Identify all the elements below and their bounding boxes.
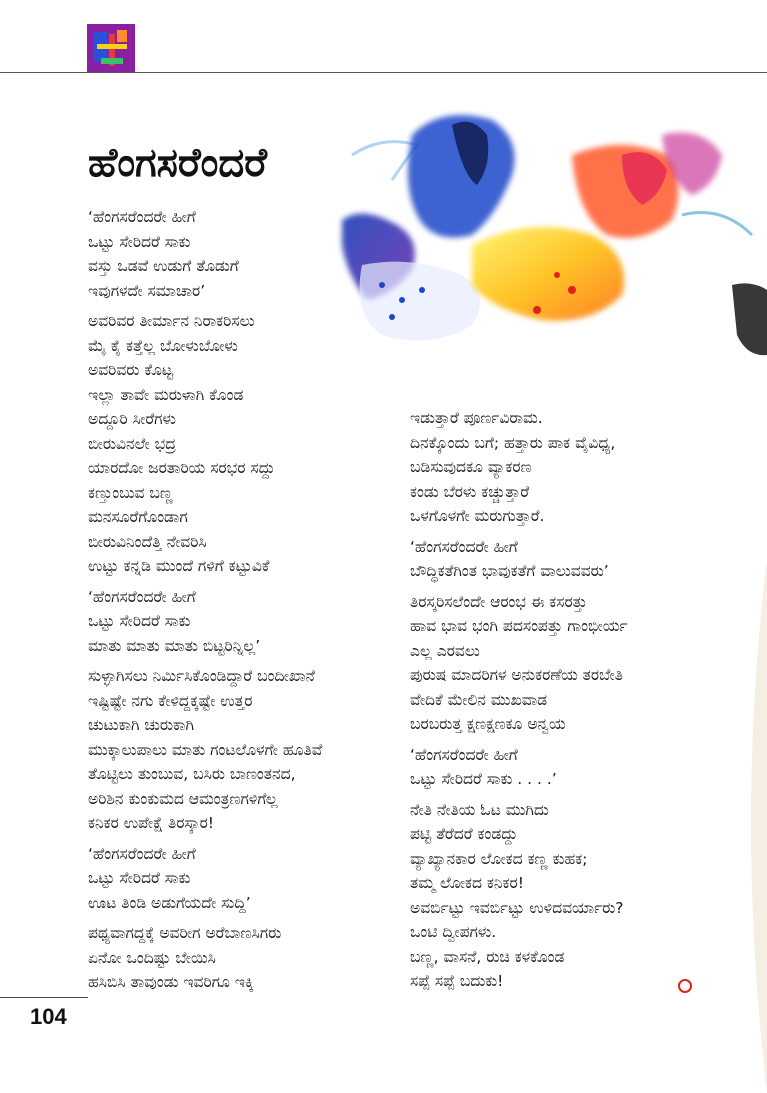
header-divider [0, 72, 767, 73]
poem-line: ಕಣ್ತುಂಬುವ ಬಣ್ಣ [88, 483, 174, 502]
poem-line: ವಸ್ತು ಒಡವೆ ಉಡುಗೆ ತೊಡುಗೆ [88, 257, 239, 275]
watercolor-illustration [322, 95, 767, 375]
poem-line: ಊಟ ತಿಂಡಿ ಅಡುಗೆಯದೇ ಸುದ್ದಿ’ [88, 893, 251, 912]
poem-line: ಒಟ್ಟು ಸೇರಿದರೆ ಸಾಕು [88, 612, 191, 630]
poem-line: ಇವುಗಳದೇ ಸಮಾಚಾರ’ [88, 281, 206, 300]
poem-line: ಎಲ್ಲ ಎರವಲು [410, 641, 480, 660]
footer-divider [0, 997, 88, 998]
poem-line: ಬೀರುವಿನಲೇ ಭದ್ರ [88, 434, 176, 453]
poem-line: ‘ಹೆಂಗಸರೆಂದರೇ ಹೀಗೆ [88, 208, 196, 226]
poem-line: ಮೈ ಕೈ ಕತ್ತೆಲ್ಲ ಬೋಳುಬೋಳು [88, 336, 238, 355]
poem-line: ಒಟ್ಟು ಸೇರಿದರೆ ಸಾಕು [88, 232, 191, 251]
poem-line: ಒಟ್ಟು ಸೇರಿದರೆ ಸಾಕು [88, 869, 191, 887]
poem-line: ಅವರಿವರ ತೀರ್ಮಾನ ನಿರಾಕರಿಸಲು [88, 312, 255, 330]
poem-line: ಬಡಿಸುವುದಕೂ ವ್ಯಾಕರಣ [410, 458, 532, 476]
poem-line: ಅರಿಶಿನ ಕುಂಕುಮದ ಆಮಂತ್ರಣಗಳಿಗೆಲ್ಲ [88, 789, 278, 808]
poem-line: ಪುರುಷ ಮಾದರಿಗಳ ಅನುಕರಣೆಯ ತರಬೇತಿ [410, 666, 623, 684]
poem-line: ತಮ್ಮ ಲೋಕದ ಕನಿಕರ! [410, 874, 524, 892]
poem-line: ‘ಹೆಂಗಸರೆಂದರೇ ಹೀಗೆ [410, 745, 518, 764]
end-mark-icon [678, 979, 692, 993]
poem-line: ಹಾವ ಭಾವ ಭಂಗಿ ಪದಸಂಪತ್ತು ಗಾಂಭೀರ್ಯ [410, 617, 628, 635]
poem-line: ಕಂಡು ಬೆರಳು ಕಚ್ಚುತ್ತಾರೆ [410, 482, 530, 501]
poem-line: ಒಟ್ಟು ಸೇರಿದರೆ ಸಾಕು . . . .’ [410, 770, 557, 788]
poem-line: ಬೌದ್ಧಿಕತೆಗಿಂತ ಭಾವುಕತೆಗೆ ವಾಲುವವರು’ [410, 562, 609, 580]
page-number: 104 [30, 1004, 67, 1029]
poem-column-left [88, 205, 322, 995]
poem-line: ಅದ್ದೂರಿ ಸೀರೆಗಳು [88, 410, 176, 428]
poem-line: ಹಸಿಬಿಸಿ ತಾವುಂಡು ಇವರಿಗೂ ಇಕ್ಕಿ [88, 973, 254, 991]
poem-line: ತಿರಸ್ಕರಿಸಲೆಂದೇ ಆರಂಭ ಈ ಕಸರತ್ತು [410, 592, 588, 611]
poem-line: ಬೀರುವಿನಿಂದೆತ್ತಿ ನೇವರಿಸಿ [88, 532, 207, 551]
poem-line: ಅವರ್ಬಿಟ್ಟು ಇವರ್ಬಿಟ್ಟು ಉಳಿದವರ್ಯಾರು? [410, 898, 624, 917]
poem-line: ಉಟ್ಟು ಕನ್ನಡಿ ಮುಂದೆ ಗಳಿಗೆ ಕಟ್ಟುವಿಕೆ [88, 557, 270, 575]
poem-line: ಸುಳ್ಳಾಗಿಸಲು ನಿರ್ಮಿಸಿಕೊಂಡಿದ್ದಾರೆ ಬಂದೀಖಾನೆ [88, 667, 315, 685]
poem-line: ವ್ಯಾಖ್ಯಾನಕಾರ ಲೋಕದ ಕಣ್ಣ ಕುಹಕ; [410, 849, 588, 868]
poem-line: ಬರಬರುತ್ತ ಕ್ಷಣಕ್ಷಣಕೂ ಅನ್ವಯ [410, 715, 566, 733]
poem-line: ದಿನಕ್ಕೊಂದು ಬಗೆ; ಹತ್ತಾರು ಪಾಕ ವೈವಿಧ್ಯ, [410, 433, 616, 452]
poem-line: ಒಳಗೊಳಗೇ ಮರುಗುತ್ತಾರೆ. [410, 507, 545, 525]
poem-line: ಮುಕ್ಕಾಲುಪಾಲು ಮಾತು ಗಂಟಲೊಳಗೇ ಹೂತಿವೆ [88, 740, 323, 759]
poem-line: ಚುಟುಕಾಗಿ ಚುರುಕಾಗಿ [88, 716, 194, 734]
poem-line: ಇಲ್ಲಾ ತಾವೇ ಮರುಳಾಗಿ ಕೊಂಡ [88, 385, 244, 404]
poem-line: ‘ಹೆಂಗಸರೆಂದರೇ ಹೀಗೆ [88, 844, 196, 863]
poem-line: ಏನೋ ಒಂದಿಷ್ಟು ಬೇಯಿಸಿ [88, 948, 216, 967]
poem-column-right [410, 406, 628, 994]
poem-line: ಪಥ್ಯವಾಗದ್ದಕ್ಕೆ ಅವರೀಗ ಅರೆಬಾಣಸಿಗರು [88, 924, 282, 942]
page-edge-decoration [730, 560, 767, 1093]
poem-line: ವೇದಿಕೆ ಮೇಲಿನ ಮುಖವಾಡ [410, 690, 548, 709]
poem-title: ಹೆಂಗಸರೆಂದರೆ [88, 140, 267, 186]
poem-line: ಕನಿಕರ ಉಪೇಕ್ಷೆ ತಿರಸ್ಕಾರ! [88, 814, 214, 832]
poem-line: ನೇತಿ ನೇತಿಯ ಓಟ ಮುಗಿದು [410, 800, 549, 819]
poem-line: ತೊಟ್ಟಿಲು ತುಂಬುವ, ಬಸಿರು ಬಾಣಂತನದ, [88, 765, 296, 783]
poem-line: ‘ಹೆಂಗಸರೆಂದರೇ ಹೀಗೆ [88, 587, 196, 606]
poem-line: ಇಡುತ್ತಾರೆ ಪೂರ್ಣವಿರಾಮ. [410, 409, 543, 427]
poem-line: ‘ಹೆಂಗಸರೆಂದರೇ ಹೀಗೆ [410, 537, 518, 556]
poem-line: ಪಟ್ಟಿ ತೆರೆದರೆ ಕಂಡದ್ದು [410, 825, 518, 843]
poem-line: ಅವರಿವರು ಕೊಟ್ಟ [88, 361, 174, 379]
poem-line: ಬಣ್ಣ, ವಾಸನೆ, ರುಚಿ ಕಳಕೊಂಡ [410, 947, 565, 966]
poem-line: ಸಪ್ಪೆ ಸಪ್ಪೆ ಬದುಕು! [410, 972, 504, 990]
poem-line: ಮಾತು ಮಾತು ಮಾತು ಬಿಟ್ಟರಿನ್ನಿಲ್ಲ’ [88, 636, 261, 655]
poem-line: ಮನಸೂರೆಗೊಂಡಾಗ [88, 508, 188, 526]
poem-line: ಯಾರದೋ ಜರತಾರಿಯ ಸರಭರ ಸದ್ದು [88, 459, 275, 477]
poem-line: ಒಂಟಿ ದ್ವೀಪಗಳು. [410, 923, 497, 941]
magazine-logo-icon [87, 24, 135, 72]
poem-line: ಇಷ್ಟಿಷ್ಟೇ ನಗು ಕೇಳಿದ್ದಕ್ಕಷ್ಟೇ ಉತ್ತರ [88, 691, 253, 710]
